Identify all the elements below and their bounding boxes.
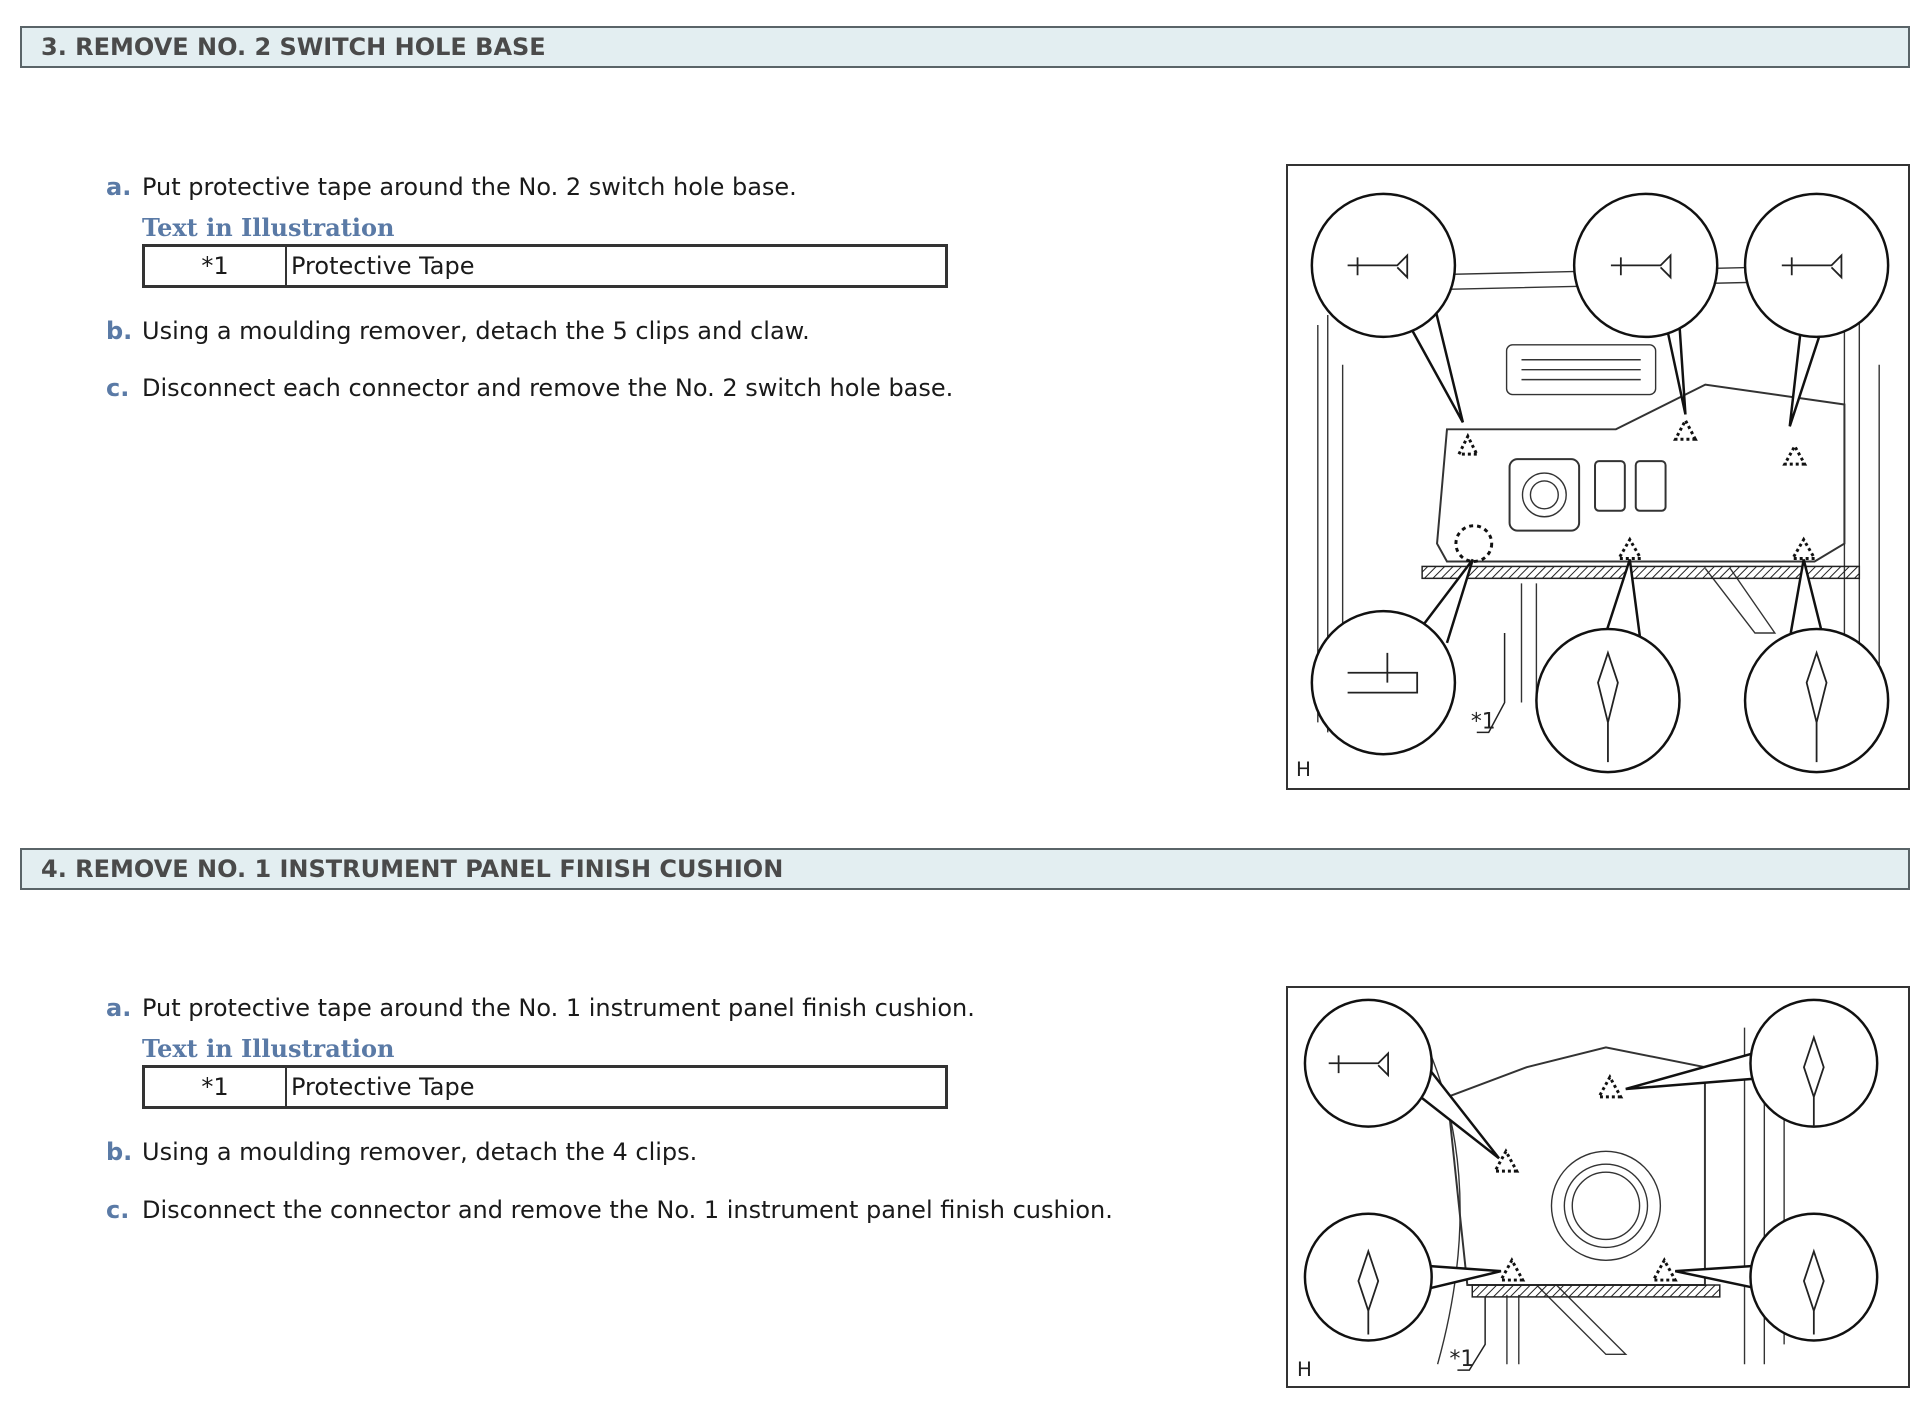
switch-button-icon: [1595, 461, 1625, 511]
instrument-panel-finish-cushion-diagram: [1288, 988, 1908, 1386]
step-text: Using a moulding remover, detach the 5 clips and claw.: [142, 317, 810, 345]
start-button-inner-icon: [1564, 1164, 1647, 1247]
switch-button-icon: [1636, 461, 1666, 511]
step-letter: c.: [106, 374, 130, 402]
section-3-step-b: [106, 316, 810, 346]
illustration-callout-label: *1: [1449, 1347, 1475, 1373]
section-4-text-in-illustration-heading: Text in Illustration: [142, 1034, 395, 1063]
section-4-step-c: [106, 1195, 1113, 1225]
vent-slats-icon: [1521, 360, 1640, 380]
start-button-center-icon: [1572, 1172, 1639, 1239]
clip-marker-icon: [1676, 420, 1696, 439]
step-letter: b.: [106, 317, 133, 345]
switch-knob-icon: [1510, 459, 1580, 531]
step-text: Using a moulding remover, detach the 4 clips.: [142, 1138, 698, 1166]
step-letter: c.: [106, 1196, 130, 1224]
clip-marker-icon: [1501, 1260, 1523, 1280]
step-letter: a.: [106, 173, 132, 201]
clip-marker-icon: [1495, 1151, 1517, 1171]
claw-marker-icon: [1456, 526, 1492, 562]
step-letter: b.: [106, 1138, 133, 1166]
switch-hole-base-diagram: [1288, 166, 1908, 788]
protective-tape-icon: [1472, 1285, 1720, 1297]
illustration-corner-label: H: [1295, 758, 1311, 782]
step-text: Disconnect the connector and remove the No. 1 instrument panel finish cushion.: [142, 1196, 1113, 1224]
knob-center-icon: [1530, 481, 1558, 509]
step-text: Disconnect each connector and remove the No. 2 switch hole base.: [142, 374, 954, 402]
section-3-illustration: [1286, 164, 1910, 790]
section-3-header: 3. REMOVE NO. 2 SWITCH HOLE BASE: [20, 26, 1910, 68]
section-4-legend-table: [142, 1065, 948, 1109]
clip-marker-icon: [1459, 436, 1477, 454]
section-3-step-a: [106, 172, 797, 202]
step-letter: a.: [106, 994, 132, 1022]
switch-hole-base-part-icon: [1437, 385, 1844, 562]
table-row: [144, 1067, 947, 1108]
step-text: Put protective tape around the No. 1 instrument panel finish cushion.: [142, 994, 975, 1022]
section-3-legend-table: [142, 244, 948, 288]
legend-key: *1: [144, 1067, 287, 1108]
section-4-step-a: [106, 993, 975, 1023]
section-3-step-c: [106, 373, 953, 403]
clip-marker-icon: [1619, 540, 1641, 559]
clip-marker-icon: [1599, 1077, 1621, 1097]
section-3-text-in-illustration-heading: Text in Illustration: [142, 213, 395, 242]
section-4-illustration: [1286, 986, 1910, 1388]
section-4-step-b: [106, 1137, 697, 1167]
start-button-ring-icon: [1551, 1151, 1660, 1260]
connector-lead-icon: [1521, 583, 1536, 702]
legend-key: *1: [144, 246, 287, 287]
connector-lead-icon: [1507, 1295, 1519, 1364]
legend-value: Protective Tape: [286, 1067, 947, 1108]
detail-bubble-claw-icon: [1312, 611, 1455, 754]
step-text: Put protective tape around the No. 2 switch hole base.: [142, 173, 797, 201]
legend-value: Protective Tape: [286, 246, 947, 287]
illustration-corner-label: H: [1297, 1358, 1312, 1382]
knob-ring-icon: [1522, 473, 1566, 517]
clip-marker-icon: [1785, 446, 1805, 464]
protective-tape-icon: [1422, 566, 1859, 578]
table-row: [144, 246, 947, 287]
clip-marker-icon: [1653, 1260, 1675, 1280]
section-4-header: 4. REMOVE NO. 1 INSTRUMENT PANEL FINISH CUSHION: [20, 848, 1910, 890]
clip-marker-icon: [1793, 540, 1815, 559]
illustration-callout-label: *1: [1470, 709, 1496, 735]
